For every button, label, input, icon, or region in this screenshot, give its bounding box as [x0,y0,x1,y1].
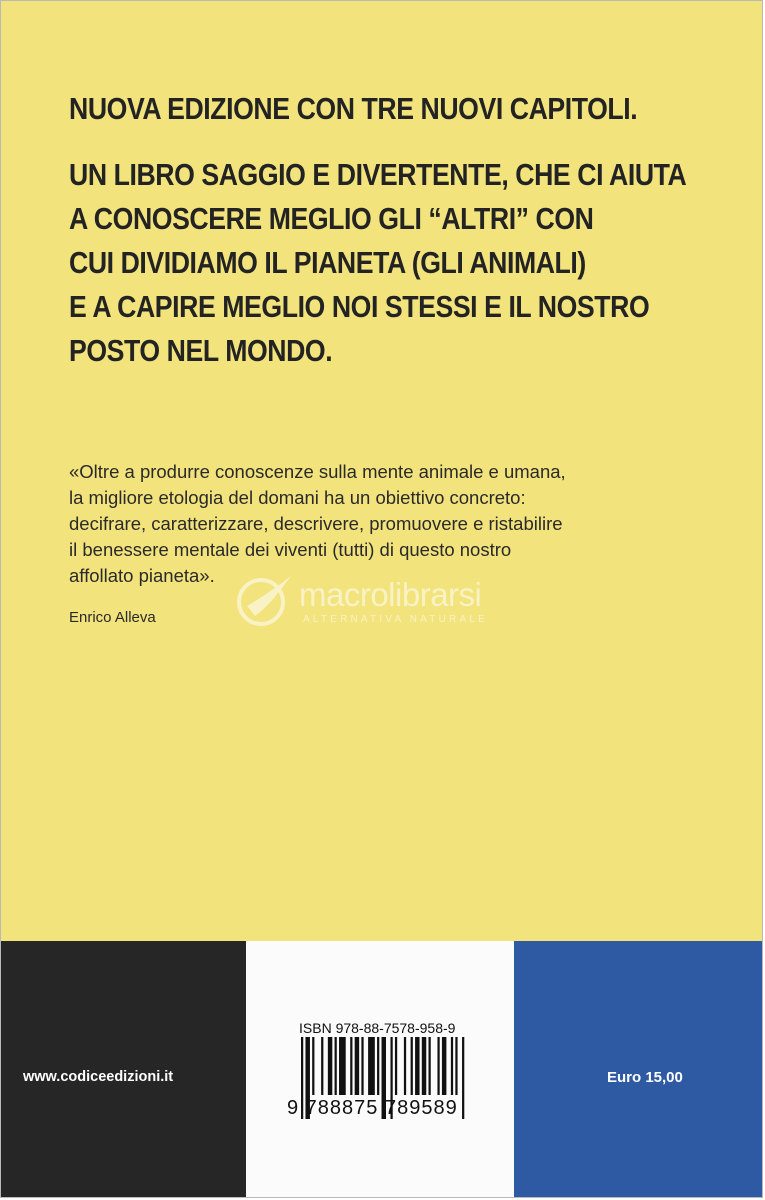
watermark [233,572,543,632]
headline [69,87,687,373]
headline-line: NUOVA EDIZIONE CON TRE NUOVI CAPITOLI. [69,91,638,126]
isbn-label: ISBN 978-88-7578-958-9 [299,1020,456,1036]
headline-spacer [69,131,602,153]
barcode-bar [437,1037,439,1095]
barcode-bar [377,1037,379,1095]
barcode-bar [429,1037,431,1095]
headline-line: E A CAPIRE MEGLIO NOI STESSI E IL NOSTRO [69,289,650,324]
headline-line: CUI DIVIDIAMO IL PIANETA (GLI ANIMALI) [69,245,586,280]
barcode-bar [312,1037,314,1095]
quote-author: Enrico Alleva [69,609,156,626]
quote-line: decifrare, caratterizzare, descrivere, promuovere e ristabilire [69,513,563,534]
barcode-bar [395,1037,397,1095]
barcode-bar [422,1037,426,1095]
price-label: Euro 15,00 [607,1069,683,1086]
headline-line: UN LIBRO SAGGIO E DIVERTENTE, CHE CI AIUTA [69,157,687,192]
barcode-bar [355,1037,359,1095]
barcode-bar [415,1037,419,1095]
barcode-bar [455,1037,457,1095]
watermark-tagline: ALTERNATIVA NATURALE [303,614,488,625]
barcode-digits: 9 788875 789589 [287,1097,458,1119]
headline-line: A CONOSCERE MEGLIO GLI “ALTRI” CON [69,201,594,236]
barcode-bar [404,1037,406,1095]
quote [69,459,709,589]
barcode-bar [451,1037,453,1095]
headline-line: POSTO NEL MONDO. [69,333,333,368]
quote-line: «Oltre a produrre conoscenze sulla mente animale e umana, [69,461,566,482]
publisher-website: www.codiceedizioni.it [23,1069,174,1085]
quote-line: affollato pianeta». [69,565,215,586]
barcode-bar [368,1037,375,1095]
leaf-logo-icon [233,572,293,628]
barcode-bar [411,1037,413,1095]
barcode-bar [339,1037,346,1095]
barcode-bar [361,1037,363,1095]
quote-line: la migliore etologia del domani ha un obiettivo concreto: [69,487,526,508]
barcode-bar [442,1037,446,1095]
watermark-name: macrolibrarsi [299,576,482,613]
quote-line: il benessere mentale dei viventi (tutti) di questo nostro [69,539,512,560]
barcode-bar [321,1037,323,1095]
barcode-bar [350,1037,352,1095]
barcode-bar [328,1037,332,1095]
barcode-bar [335,1037,337,1095]
